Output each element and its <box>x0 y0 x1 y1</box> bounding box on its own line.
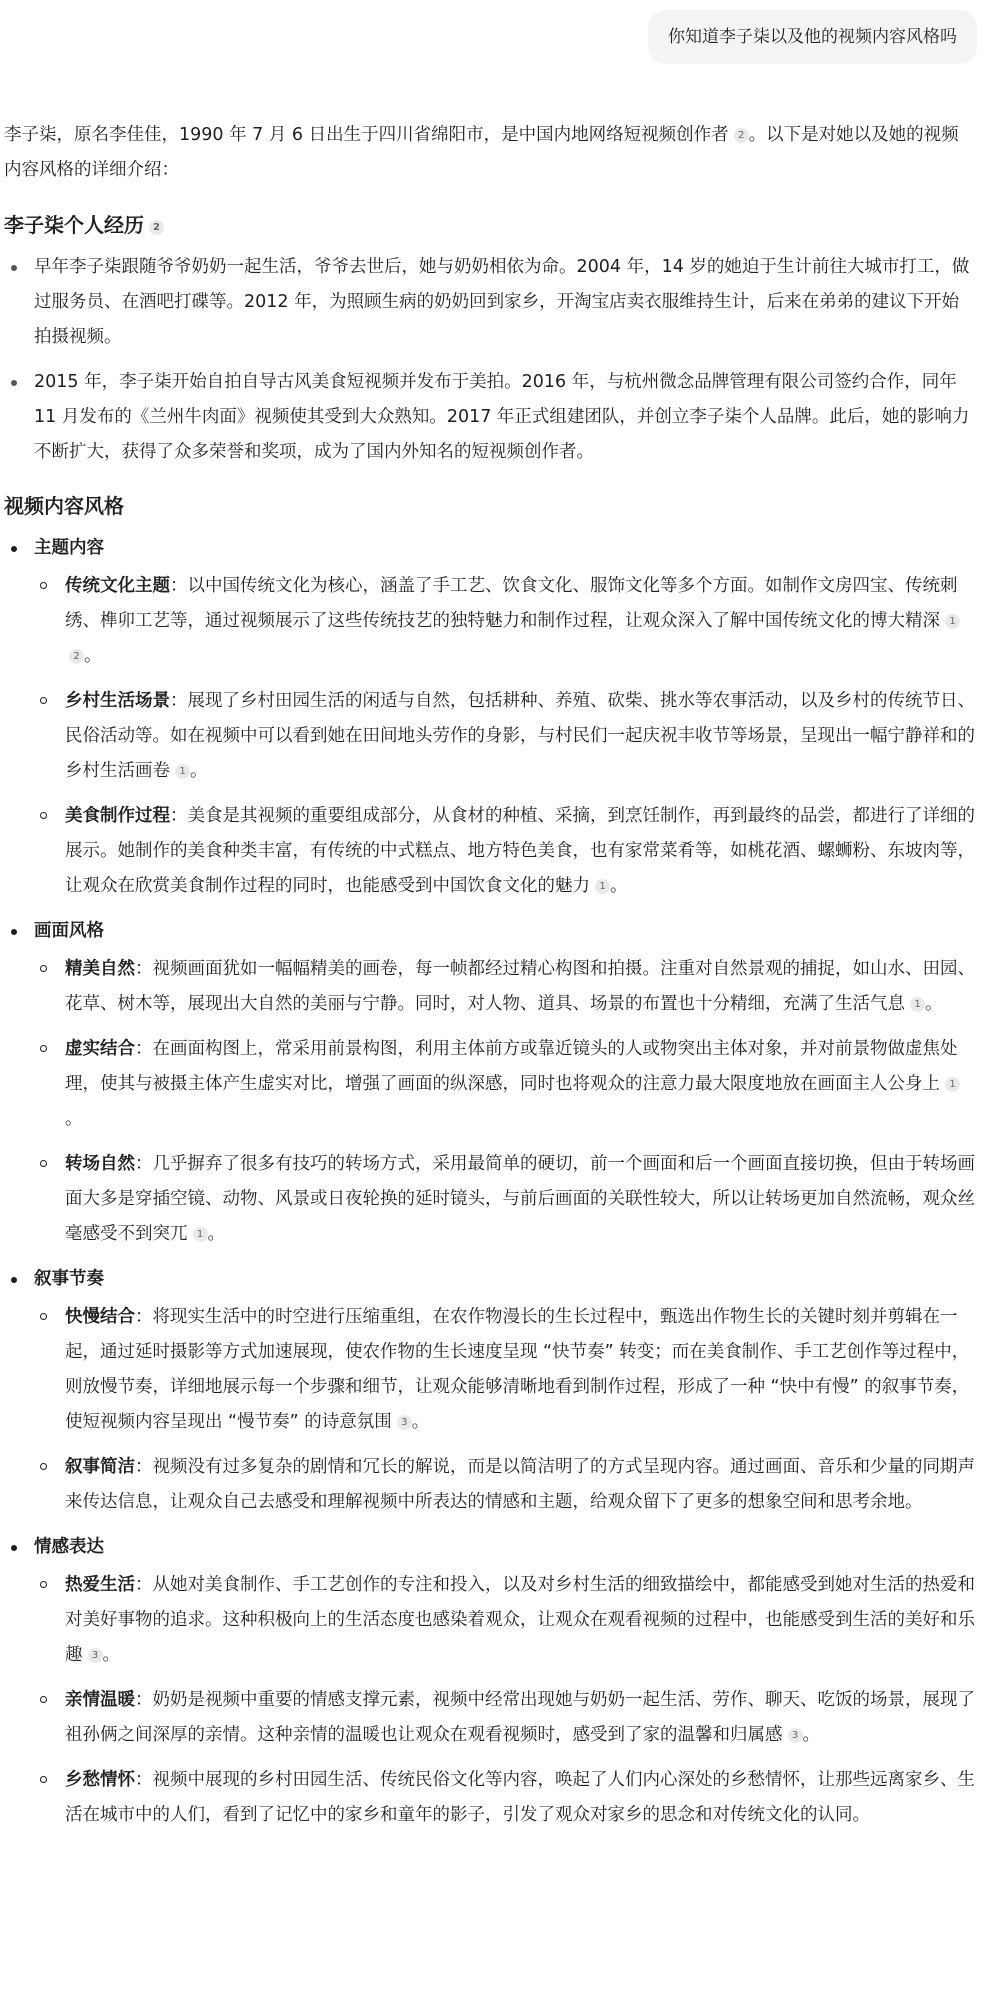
item-text: ：从她对美食制作、手工艺创作的专注和投入，以及对乡村生活的细致描绘中，都能感受到她对生活的热爱和对美好事物的追求。这种积极向上的生活态度也感染着观众，让观众在观看视频的过程中，也能感受到生活的美好和乐趣 <box>65 1575 975 1665</box>
citation-badge[interactable]: 1 <box>193 1227 208 1242</box>
list-item <box>34 1683 976 1753</box>
citation-badge[interactable]: 1 <box>595 879 610 894</box>
item-term: 快慢结合 <box>65 1307 135 1327</box>
citation-badge[interactable]: 1 <box>945 1077 960 1092</box>
heading-experience <box>4 209 976 241</box>
item-end: 。 <box>102 1645 120 1665</box>
section-title: 主题内容 <box>34 538 104 558</box>
item-end: 。 <box>65 1109 83 1129</box>
item-text: ：在画面构图上，常采用前景构图，利用主体前方或靠近镜头的人或物突出主体对象，并对前景物做虚焦处理，使其与被摄主体产生虚实对比，增强了画面的纵深感，同时也将观众的注意力最大限度地放在画面主人公身上 <box>65 1039 958 1094</box>
item-text: ：奶奶是视频中重要的情感支撑元素，视频中经常出现她与奶奶一起生活、劳作、聊天、吃饭的场景，展现了祖孙俩之间深厚的亲情。这种亲情的温暖也让观众在观看视频时，感受到了家的温馨和归属感 <box>65 1690 975 1745</box>
list-item: 早年李子柒跟随爷爷奶奶一起生活，爷爷去世后，她与奶奶相依为命。2004 年，14 岁的她迫于生计前往大城市打工，做过服务员、在酒吧打碟等。2012 年，为照顾生病的奶奶回到家乡，开淘宝店卖衣服维持生计，后来在弟弟的建议下开始拍摄视频。 <box>4 250 976 355</box>
item-end: 。 <box>610 876 628 896</box>
citation-badge[interactable]: 1 <box>945 614 960 629</box>
citation-badge[interactable]: 1 <box>910 997 925 1012</box>
user-message-row <box>648 10 977 64</box>
item-end: 。 <box>190 761 208 781</box>
intro-paragraph <box>4 118 976 188</box>
citation-badge[interactable]: 1 <box>175 764 190 779</box>
section-items <box>34 569 976 904</box>
item-text: ：视频没有过多复杂的剧情和冗长的解说，而是以简洁明了的方式呈现内容。通过画面、音乐和少量的同期声来传达信息，让观众自己去感受和理解视频中所表达的情感和主题，给观众留下了更多的想象空间和思考余地。 <box>65 1457 975 1512</box>
item-term: 虚实结合 <box>65 1039 135 1059</box>
style-sections <box>4 531 976 1833</box>
list-item <box>34 569 976 674</box>
list-item <box>34 1147 976 1252</box>
section-title: 画面风格 <box>34 921 104 941</box>
user-message-bubble: 你知道李子柒以及他的视频内容风格吗 <box>648 10 977 64</box>
list-item <box>34 1032 976 1137</box>
item-text: ：美食是其视频的重要组成部分，从食材的种植、采摘，到烹饪制作，再到最终的品尝，都进行了详细的展示。她制作的美食种类丰富，有传统的中式糕点、地方特色美食，也有家常菜肴等，如桃花酒、螺蛳粉、东坡肉等，让观众在欣赏美食制作过程的同时，也能感受到中国饮食文化的魅力 <box>65 806 975 896</box>
item-term: 传统文化主题 <box>65 576 170 596</box>
item-term: 乡村生活场景 <box>65 691 170 711</box>
list-item <box>34 1763 976 1833</box>
section-title: 叙事节奏 <box>34 1269 104 1289</box>
list-item <box>34 952 976 1022</box>
item-text: ：几乎摒弃了很多有技巧的转场方式，采用最简单的硬切，前一个画面和后一个画面直接切换，但由于转场画面大多是穿插空镜、动物、风景或日夜轮换的延时镜头，与前后画面的关联性较大，所以让转场更加自然流畅，观众丝毫感受不到突兀 <box>65 1154 975 1244</box>
citation-badge[interactable]: 3 <box>397 1415 412 1430</box>
item-end: 。 <box>411 1412 430 1432</box>
heading-video-style: 视频内容风格 <box>4 494 124 518</box>
heading-experience-text: 李子柒个人经历 <box>4 213 144 237</box>
section-emotion <box>4 1530 976 1833</box>
citation-badge[interactable]: 3 <box>788 1728 803 1743</box>
section-items <box>34 952 976 1252</box>
list-item <box>34 799 976 904</box>
item-text: ：将现实生活中的时空进行压缩重组，在农作物漫长的生长过程中，甄选出作物生长的关键时刻并剪辑在一起，通过延时摄影等方式加速展现，使农作物的生长速度呈现 “快节奏” 转变；而在美食制作、手工艺创作等过程中，则放慢节奏，详细地展示每一个步骤和细节，让观众能够清晰地看到制作过程，形成了一种 “快中有慢” 的叙事节奏，使短视频内容呈现出 “慢节奏” 的诗意氛围 <box>65 1307 970 1432</box>
list-item <box>34 1568 976 1673</box>
item-term: 转场自然 <box>65 1154 135 1174</box>
list-item <box>34 1300 976 1440</box>
item-term: 亲情温暖 <box>65 1690 135 1710</box>
assistant-response <box>4 118 976 1843</box>
item-text: ：视频画面犹如一幅幅精美的画卷，每一帧都经过精心构图和拍摄。注重对自然景观的捕捉，如山水、田园、花草、树木等，展现出大自然的美丽与宁静。同时，对人物、道具、场景的布置也十分精细，充满了生活气息 <box>65 959 975 1014</box>
section-theme <box>4 531 976 904</box>
item-end: 。 <box>802 1725 820 1745</box>
item-term: 热爱生活 <box>65 1575 135 1595</box>
list-item <box>34 1450 976 1520</box>
item-term: 精美自然 <box>65 959 135 979</box>
section-narrative <box>4 1262 976 1520</box>
section-title: 情感表达 <box>34 1537 104 1557</box>
section-items <box>34 1568 976 1833</box>
intro-text: 李子柒，原名李佳佳，1990 年 7 月 6 日出生于四川省绵阳市，是中国内地网络短视频创作者 <box>4 125 729 145</box>
intro-text-end: 。以下是对她以及她的视频内容风格的详细介绍： <box>4 125 959 180</box>
item-term: 乡愁情怀 <box>65 1770 135 1790</box>
item-text: ：视频中展现的乡村田园生活、传统民俗文化等内容，唤起了人们内心深处的乡愁情怀，让那些远离家乡、生活在城市中的人们，看到了记忆中的家乡和童年的影子，引发了观众对家乡的思念和对传统文化的认同。 <box>65 1770 975 1825</box>
list-item <box>34 684 976 789</box>
section-visual <box>4 914 976 1252</box>
item-term: 美食制作过程 <box>65 806 170 826</box>
item-term: 叙事简洁 <box>65 1457 135 1477</box>
experience-list <box>4 250 976 470</box>
section-items <box>34 1300 976 1520</box>
citation-badge[interactable]: 3 <box>88 1648 103 1663</box>
list-item: 2015 年，李子柒开始自拍自导古风美食短视频并发布于美拍。2016 年，与杭州微念品牌管理有限公司签约合作，同年 11 月发布的《兰州牛肉面》视频使其受到大众熟知。2017 年正式组建团队，并创立李子柒个人品牌。此后，她的影响力不断扩大，获得了众多荣誉和奖项，成为了国内外知名的短视频创作者。 <box>4 365 976 470</box>
item-text: ：展现了乡村田园生活的闲适与自然，包括耕种、养殖、砍柴、挑水等农事活动，以及乡村的传统节日、民俗活动等。如在视频中可以看到她在田间地头劳作的身影，与村民们一起庆祝丰收节等场景，呈现出一幅宁静祥和的乡村生活画卷 <box>65 691 975 781</box>
citation-badge[interactable]: 2 <box>69 649 84 664</box>
item-end: 。 <box>207 1224 225 1244</box>
item-end: 。 <box>84 646 102 666</box>
item-end: 。 <box>925 994 943 1014</box>
item-text: ：以中国传统文化为核心，涵盖了手工艺、饮食文化、服饰文化等多个方面。如制作文房四宝、传统刺绣、榫卯工艺等，通过视频展示了这些传统技艺的独特魅力和制作过程，让观众深入了解中国传统文化的博大精深 <box>65 576 958 631</box>
citation-badge[interactable]: 2 <box>734 128 749 143</box>
citation-badge[interactable]: 2 <box>149 220 164 235</box>
